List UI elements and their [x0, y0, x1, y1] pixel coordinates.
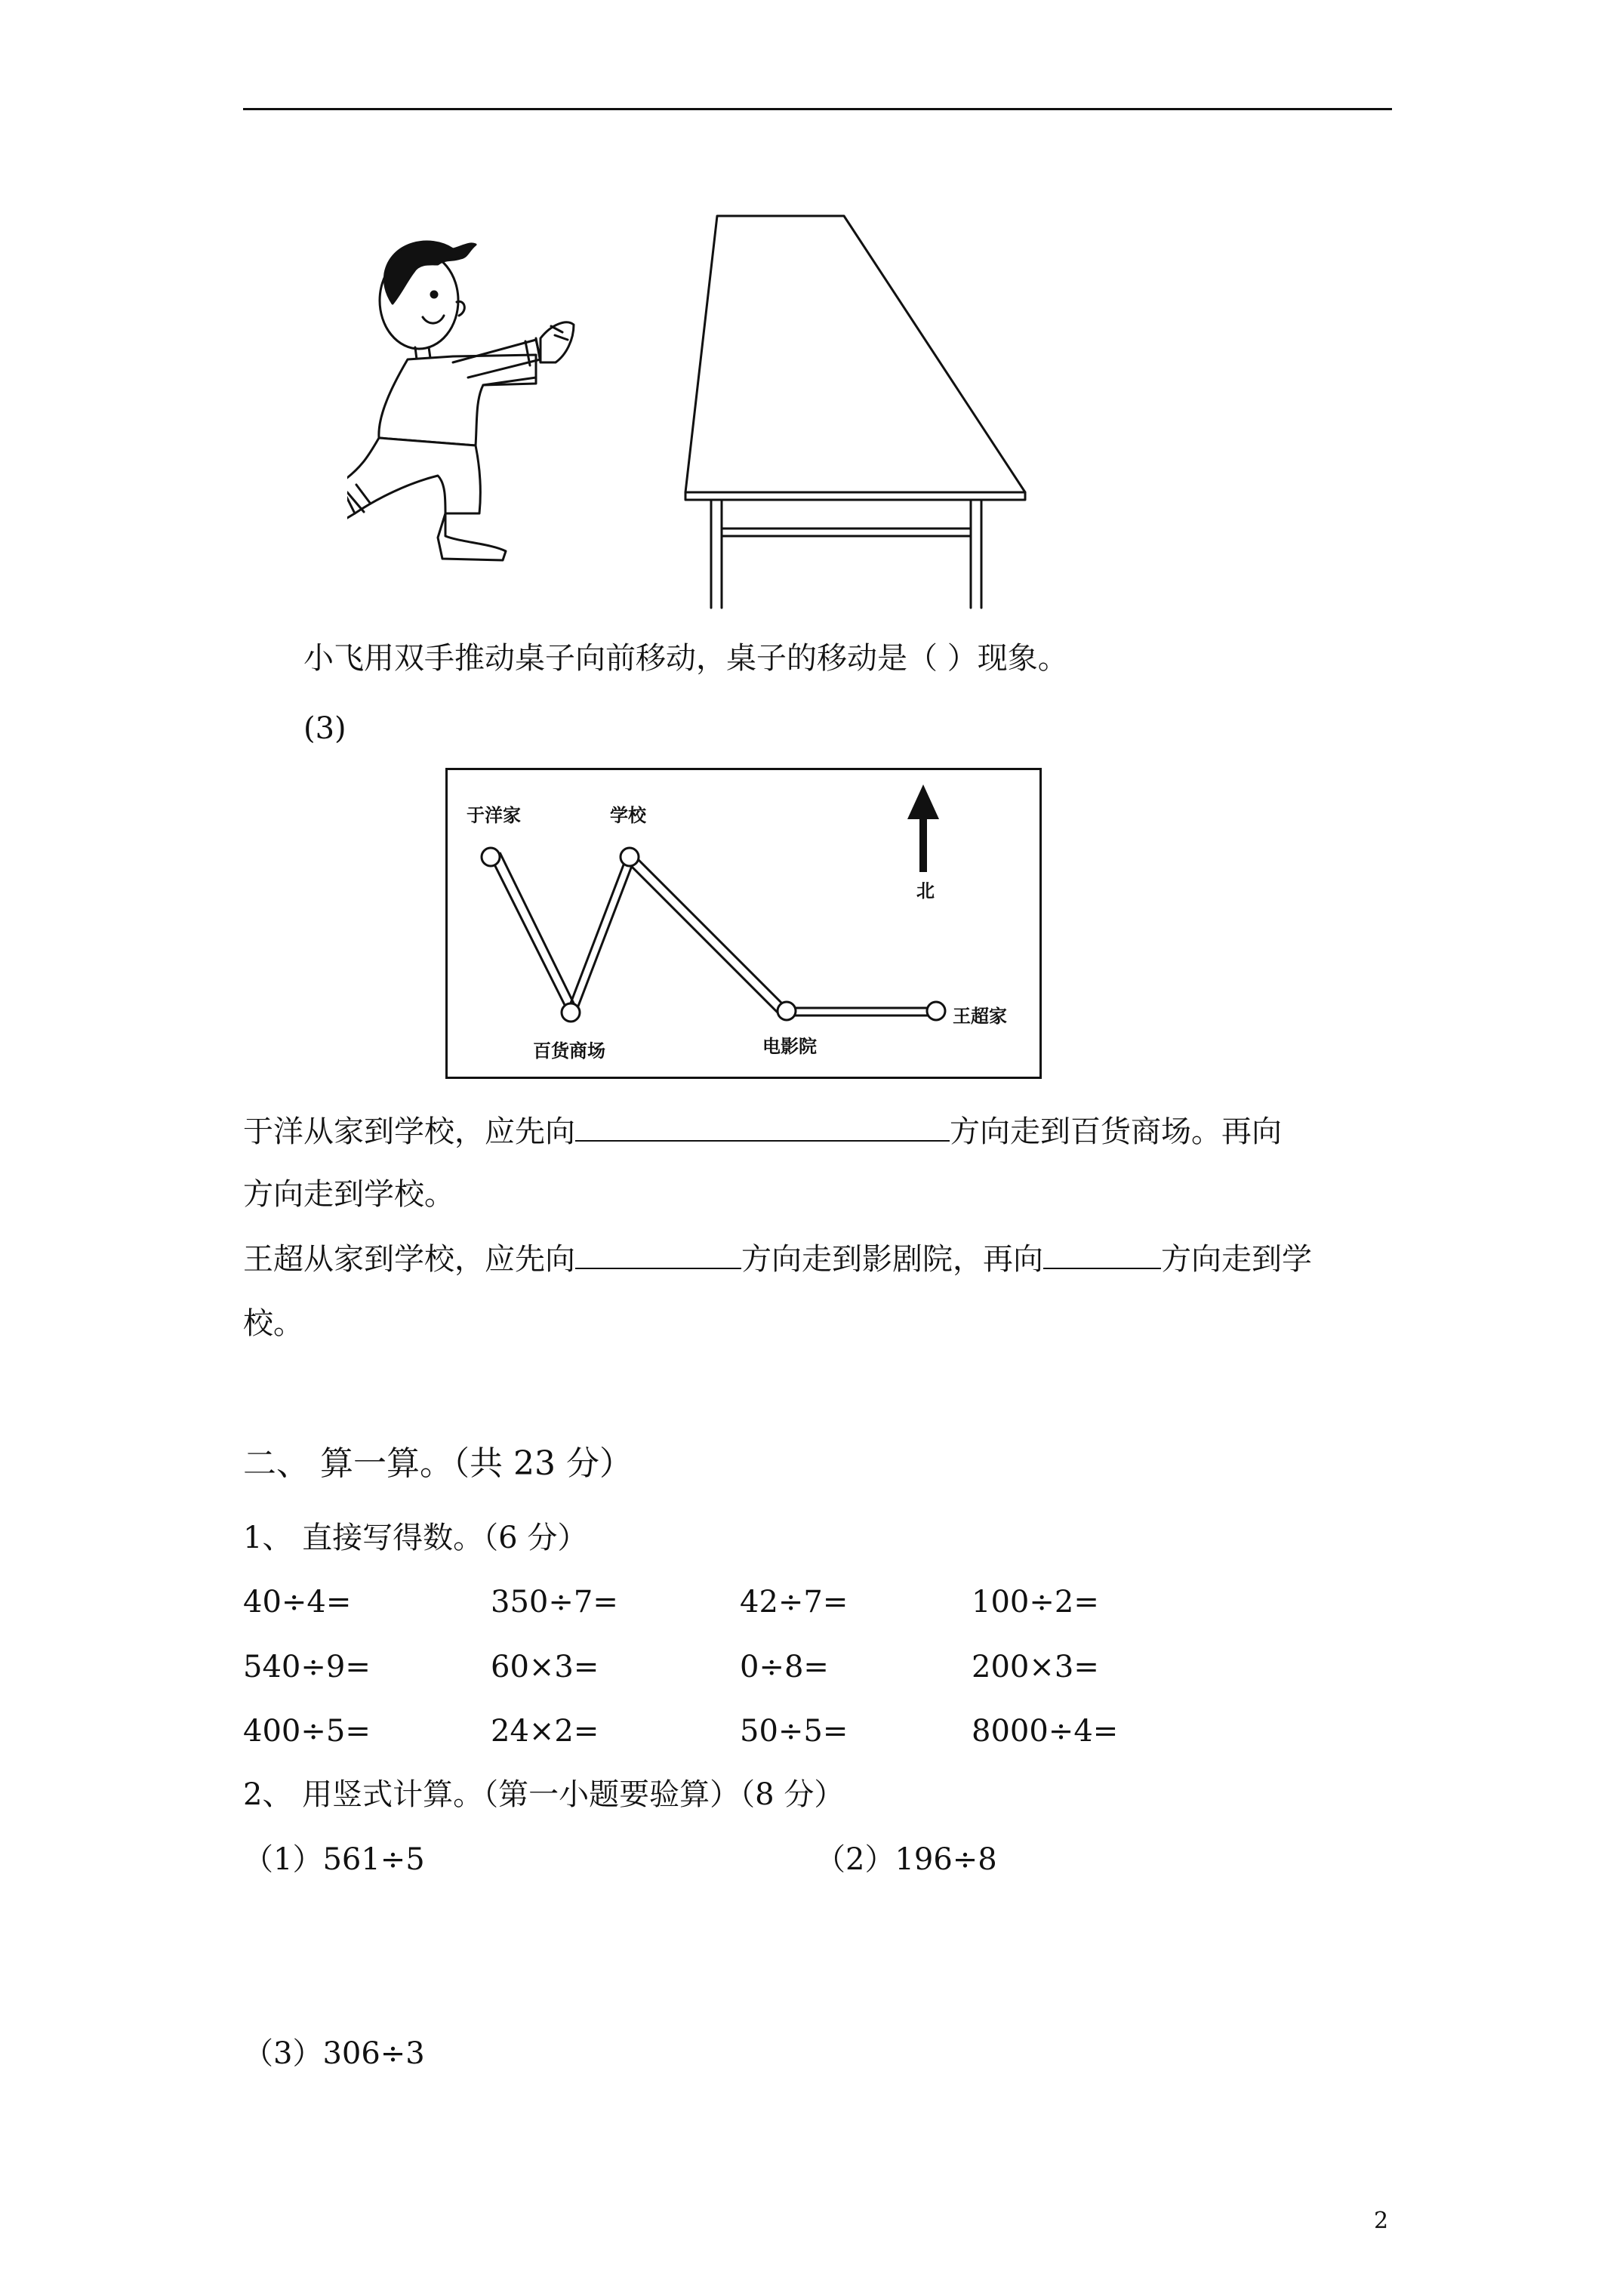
- answer-blank[interactable]: [575, 1267, 741, 1269]
- answer-blank[interactable]: [1043, 1267, 1161, 1269]
- q2-item-2: （2）196÷8: [815, 1842, 997, 1877]
- wangchao-question-line1: [243, 1242, 1312, 1277]
- route-map-lines: [445, 768, 1042, 1079]
- node-department-store: [562, 1003, 580, 1022]
- calc-item: 24×2=: [491, 1714, 599, 1749]
- calc-item: 8000÷4=: [972, 1714, 1119, 1749]
- q2-item-3: （3）306÷3: [243, 2036, 425, 2071]
- node-yuyang-home: [482, 848, 500, 866]
- calc-item: 400÷5=: [243, 1714, 371, 1749]
- answer-blank[interactable]: [575, 1139, 950, 1142]
- label-cinema: 电影院: [762, 1036, 817, 1057]
- q2-item-1: （1）561÷5: [243, 1842, 425, 1877]
- node-school: [621, 848, 639, 866]
- section-title: 二、 算一算。（共 23 分）: [243, 1444, 633, 1483]
- yuyang-text-b: 方向走到百货商场。再向: [950, 1114, 1282, 1149]
- label-yuyang-home: 于洋家: [467, 805, 521, 826]
- calc-item: 540÷9=: [243, 1650, 371, 1684]
- boy-pushing-table-illustration: [347, 211, 1042, 612]
- calc-item: 60×3=: [491, 1650, 599, 1684]
- wangchao-text-c: 方向走到学: [1161, 1242, 1312, 1277]
- label-wangchao-home: 王超家: [953, 1006, 1007, 1027]
- header-rule: [243, 108, 1392, 110]
- yuyang-text-a: 于洋从家到学校，应先向: [243, 1114, 575, 1149]
- label-school: 学校: [610, 805, 646, 826]
- node-cinema: [778, 1002, 796, 1020]
- q2-title: 2、 用竖式计算。（第一小题要验算）（8 分）: [243, 1777, 845, 1812]
- node-wangchao-home: [927, 1002, 945, 1020]
- yuyang-question-line1: [243, 1114, 1282, 1149]
- yuyang-question-line2: 方向走到学校。: [243, 1177, 454, 1212]
- north-arrow-icon: [907, 784, 939, 872]
- wangchao-text-b: 方向走到影剧院，再向: [741, 1242, 1043, 1277]
- calc-item: 350÷7=: [491, 1585, 618, 1620]
- label-department-store: 百货商场: [533, 1040, 605, 1062]
- wangchao-text-a: 王超从家到学校，应先向: [243, 1242, 575, 1277]
- calc-item: 40÷4=: [243, 1585, 352, 1620]
- wangchao-question-line2: 校。: [243, 1306, 303, 1341]
- question-number: (3): [303, 711, 346, 746]
- label-north: 北: [916, 880, 935, 901]
- calc-item: 42÷7=: [740, 1585, 848, 1620]
- calc-item: 100÷2=: [972, 1585, 1099, 1620]
- calc-item: 0÷8=: [740, 1650, 829, 1684]
- calc-item: 50÷5=: [740, 1714, 848, 1749]
- illustration-caption: 小飞用双手推动桌子向前移动，桌子的移动是（ ）现象。: [303, 641, 1068, 676]
- page-number: 2: [1374, 2208, 1389, 2234]
- q1-title: 1、 直接写得数。（6 分）: [243, 1521, 588, 1555]
- calc-item: 200×3=: [972, 1650, 1099, 1684]
